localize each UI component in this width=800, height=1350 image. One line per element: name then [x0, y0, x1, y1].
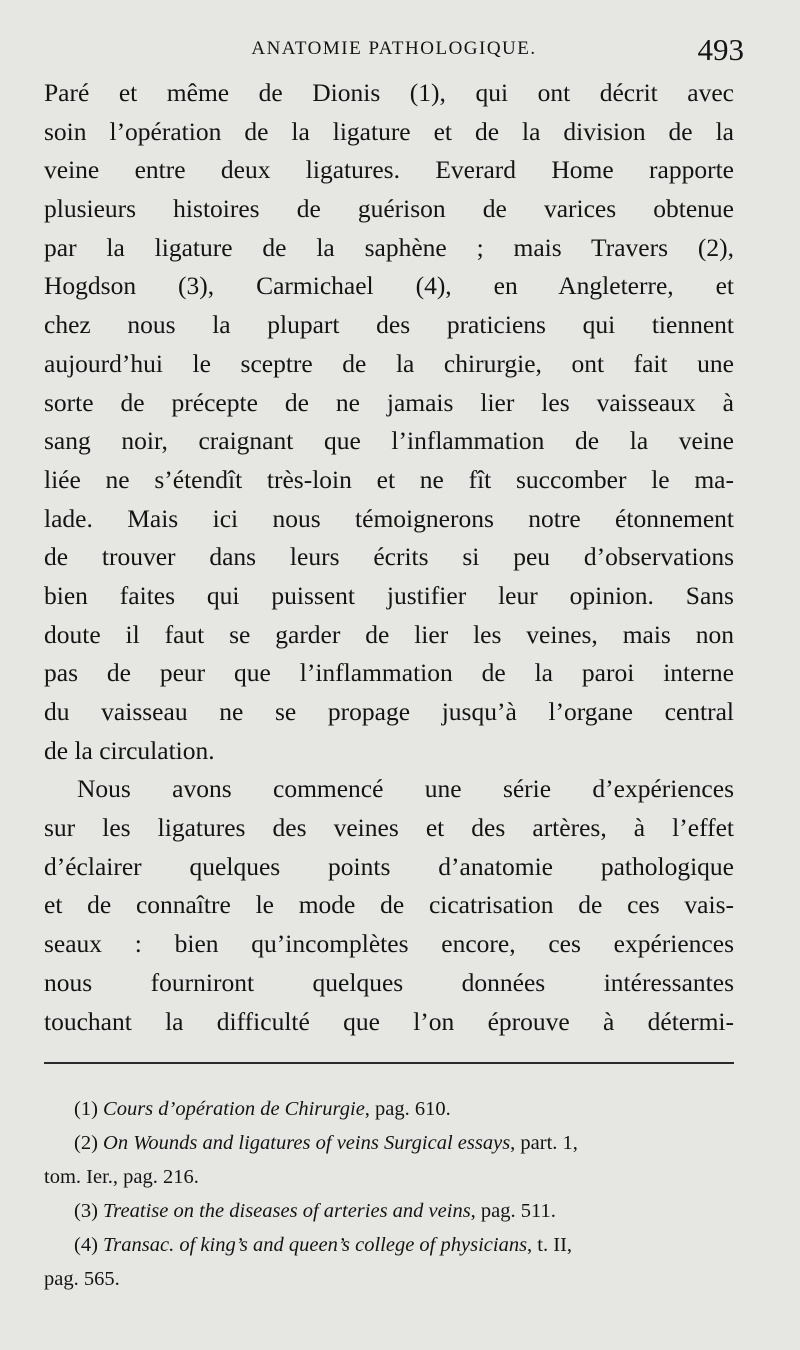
text-line: nous fourniront quelques données intéressantes	[44, 967, 734, 997]
footnote-rule	[44, 1062, 734, 1064]
text-line: et de connaître le mode de cicatrisation de ces vais-	[44, 890, 734, 920]
footnote-number: (1)	[74, 1098, 98, 1120]
footnote-title: Treatise on the diseases of arteries and veins	[103, 1200, 471, 1222]
text-line: sang noir, craignant que l’inflammation de la veine	[44, 426, 734, 456]
text-line: doute il faut se garder de lier les veines, mais non	[44, 619, 734, 649]
footnote-rest: , pag. 610.	[364, 1098, 451, 1120]
footnote-4	[44, 1228, 734, 1262]
body-text	[44, 74, 734, 1041]
text-line: Paré et même de Dionis (1), qui ont décrit avec	[44, 78, 734, 107]
footnote-rest: , pag. 511.	[470, 1200, 556, 1222]
text-line: aujourd’hui le sceptre de la chirurgie, ont fait une	[44, 348, 734, 378]
footnote-rest: tom. Ier., pag. 216.	[44, 1166, 199, 1188]
page-header	[44, 32, 744, 78]
footnote-rest: , t. II,	[527, 1234, 573, 1256]
footnote-1	[44, 1092, 734, 1126]
footnote-2	[44, 1126, 734, 1160]
text-line: sorte de précepte de ne jamais lier les vaisseaux à	[44, 387, 734, 417]
text-line: lade. Mais ici nous témoignerons notre étonnement	[44, 503, 734, 533]
text-line: chez nous la plupart des praticiens qui tiennent	[44, 310, 734, 340]
running-title: ANATOMIE PATHOLOGIQUE.	[251, 38, 537, 59]
text-line: liée ne s’étendît très-loin et ne fît succomber le ma-	[44, 464, 734, 494]
text-line: veine entre deux ligatures. Everard Home rapporte	[44, 155, 734, 185]
text-line: de la circulation.	[44, 735, 215, 765]
footnote-number: (4)	[74, 1234, 98, 1256]
text-line: touchant la difficulté que l’on éprouve à détermi-	[44, 1006, 734, 1036]
footnote-4-continued	[44, 1262, 734, 1296]
footnote-rest: , part. 1,	[510, 1132, 578, 1154]
text-line: sur les ligatures des veines et des artères, à l’effet	[44, 813, 734, 843]
footnote-2-continued	[44, 1160, 734, 1194]
text-line: seaux : bien qu’incomplètes encore, ces expériences	[44, 929, 734, 959]
footnote-title: On Wounds and ligatures of veins Surgical essays	[103, 1132, 511, 1154]
footnote-number: (2)	[74, 1132, 98, 1154]
text-line: plusieurs histoires de guérison de varices obtenue	[44, 194, 734, 224]
footnote-title: Transac. of king’s and queen’s college of physicians	[103, 1234, 528, 1256]
text-line: de trouver dans leurs écrits si peu d’observations	[44, 542, 734, 572]
page-number: 493	[697, 32, 744, 67]
text-line: du vaisseau ne se propage jusqu’à l’organe central	[44, 697, 734, 726]
footnotes	[44, 1092, 734, 1296]
text-line: soin l’opération de la ligature et de la division de la	[44, 116, 734, 146]
footnote-rest: pag. 565.	[44, 1268, 120, 1290]
text-line: d’éclairer quelques points d’anatomie pathologique	[44, 851, 734, 881]
footnote-3	[44, 1194, 734, 1228]
footnote-title: Cours d’opération de Chirurgie	[103, 1098, 365, 1120]
text-line: pas de peur que l’inflammation de la paroi interne	[44, 658, 734, 688]
text-line: bien faites qui puissent justifier leur opinion. Sans	[44, 580, 734, 610]
text-line: Nous avons commencé une série d’expériences	[77, 774, 734, 804]
footnote-number: (3)	[74, 1200, 98, 1222]
text-line: Hogdson (3), Carmichael (4), en Angleterre, et	[44, 271, 734, 301]
text-line: par la ligature de la saphène ; mais Travers (2),	[44, 232, 734, 262]
